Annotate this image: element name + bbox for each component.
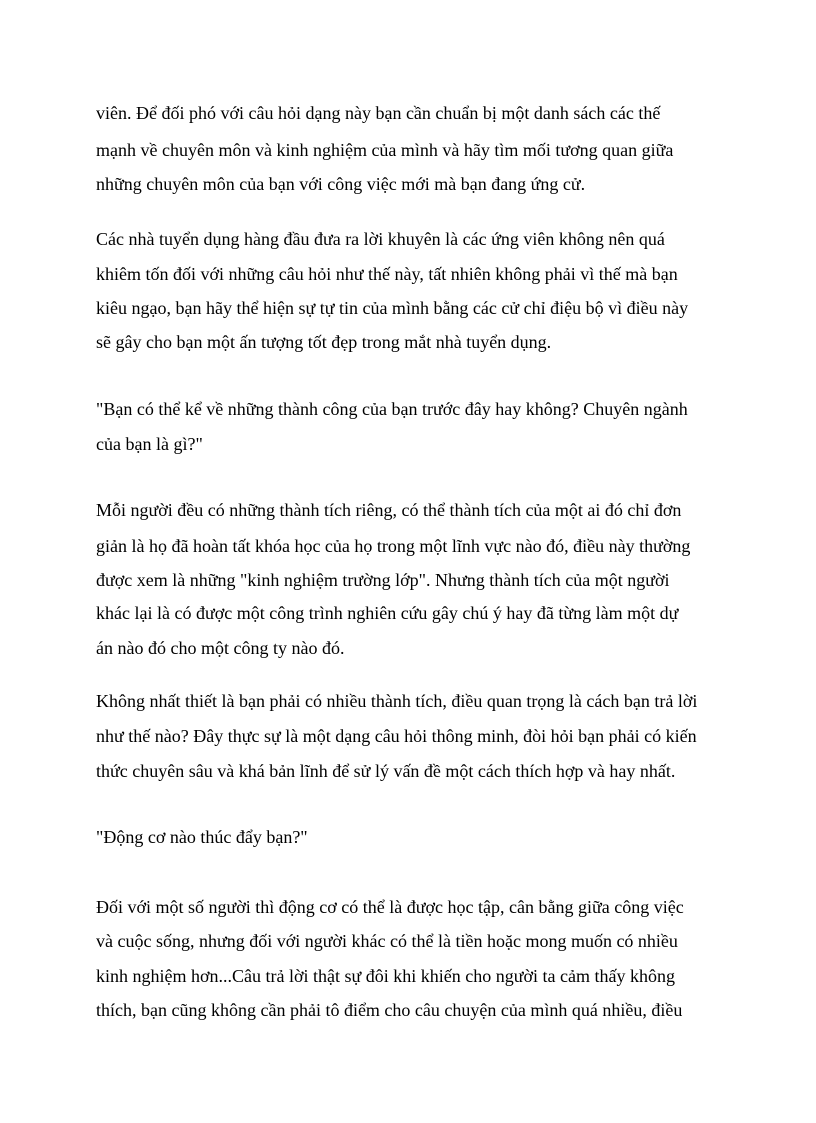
question-line: "Bạn có thể kể về những thành công của bạn trước đây hay không? Chuyên ngành (96, 399, 688, 419)
text-line: kiêu ngạo, bạn hãy thể hiện sự tự tin của mình bằng các cử chỉ điệu bộ vì điều này (96, 298, 689, 318)
text-line: sẽ gây cho bạn một ấn tượng tốt đẹp trong mắt nhà tuyển dụng. (96, 332, 552, 352)
text-line: mạnh về chuyên môn và kinh nghiệm của mình và hãy tìm mối tương quan giữa (96, 140, 674, 160)
text-line: được xem là những "kinh nghiệm trường lớp". Nhưng thành tích của một người (96, 570, 670, 590)
text-line: những chuyên môn của bạn với công việc mới mà bạn đang ứng cử. (96, 174, 586, 194)
text-line: viên. Để đối phó với câu hỏi dạng này bạn cần chuẩn bị một danh sách các thế (96, 103, 661, 123)
text-line: Mỗi người đều có những thành tích riêng, có thể thành tích của một ai đó chỉ đơn (96, 500, 682, 520)
text-line: Không nhất thiết là bạn phải có nhiều thành tích, điều quan trọng là cách bạn trả lời (96, 691, 698, 711)
question-line: "Động cơ nào thúc đẩy bạn?" (96, 827, 308, 847)
text-line: và cuộc sống, nhưng đối với người khác có thể là tiền hoặc mong muốn có nhiều (96, 931, 678, 951)
text-line: khác lại là có được một công trình nghiên cứu gây chú ý hay đã từng làm một dự (96, 603, 679, 623)
text-line: khiêm tốn đối với những câu hỏi như thế này, tất nhiên không phải vì thế mà bạn (96, 264, 678, 284)
text-line: Các nhà tuyển dụng hàng đầu đưa ra lời khuyên là các ứng viên không nên quá (96, 229, 665, 249)
text-line: án nào đó cho một công ty nào đó. (96, 638, 345, 658)
question-line: của bạn là gì?" (96, 434, 203, 454)
text-line: kinh nghiệm hơn...Câu trả lời thật sự đôi khi khiến cho người ta cảm thấy không (96, 966, 675, 986)
text-line: thức chuyên sâu và khá bản lĩnh để sử lý vấn đề một cách thích hợp và hay nhất. (96, 761, 676, 781)
text-line: giản là họ đã hoàn tất khóa học của họ trong một lĩnh vực nào đó, điều này thường (96, 536, 691, 556)
text-line: Đối với một số người thì động cơ có thể là được học tập, cân bằng giữa công việc (96, 897, 684, 917)
text-line: thích, bạn cũng không cần phải tô điểm cho câu chuyện của mình quá nhiều, điều (96, 1000, 683, 1020)
text-line: như thế nào? Đây thực sự là một dạng câu hỏi thông minh, đòi hỏi bạn phải có kiến (96, 726, 697, 746)
